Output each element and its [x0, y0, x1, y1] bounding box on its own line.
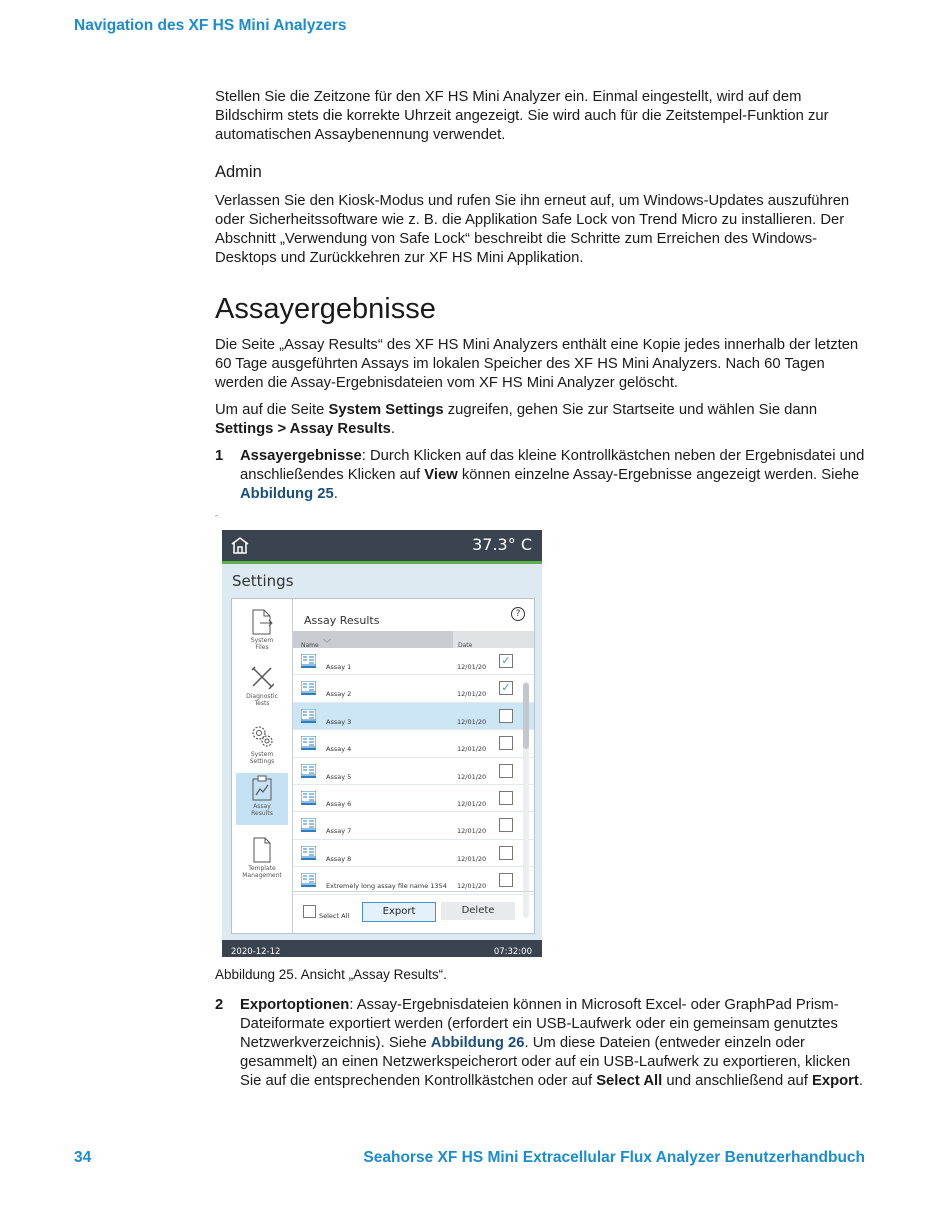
- text-run: Um auf die Seite: [215, 402, 329, 418]
- row-checkbox[interactable]: [499, 764, 513, 778]
- intro-paragraph: Stellen Sie die Zeitzone für den XF HS Mini Analyzer ein. Einmal eingestellt, wird auf dem Bildschirm stets die korrekte Uhrzeit angezeigt. Sie wird auch für die Zeitstempel-Funktion zur automatischen Assaybenennung verwendet.: [215, 89, 829, 143]
- assay-name: Assay 1: [326, 663, 352, 671]
- figure-caption: Abbildung 25. Ansicht „Assay Results“.: [215, 967, 447, 982]
- body-column: [215, 88, 865, 1099]
- gears-icon: [250, 723, 274, 749]
- list-term: Exportoptionen: [240, 997, 350, 1013]
- assay-file-icon: [301, 873, 316, 887]
- results-actions: [293, 891, 534, 934]
- text-run: können einzelne Assay-Ergebnisse angezeigt werden. Siehe: [457, 467, 860, 483]
- assay-date: 12/01/20: [457, 690, 487, 699]
- figure-link[interactable]: Abbildung 26: [430, 1035, 525, 1051]
- ui-term: System Settings: [328, 402, 444, 418]
- assay-date: 12/01/20: [457, 799, 487, 808]
- file-export-icon: [250, 609, 274, 635]
- text-run: .: [858, 1073, 863, 1089]
- figure-link[interactable]: Abbildung 25: [240, 486, 334, 502]
- document-icon: [250, 837, 274, 863]
- ui-term: Settings > Assay Results: [215, 421, 391, 437]
- list-item: [215, 996, 865, 1091]
- table-row[interactable]: [293, 758, 534, 785]
- row-checkbox[interactable]: [499, 846, 513, 860]
- scrollbar-thumb[interactable]: [523, 683, 529, 749]
- assay-date: 12/01/20: [457, 772, 487, 781]
- select-all-checkbox[interactable]: [303, 905, 316, 918]
- delete-button[interactable]: Delete: [441, 902, 515, 920]
- name-column-label: Name: [301, 642, 319, 649]
- sidebar-label: Assay: [253, 803, 271, 810]
- name-column-header[interactable]: [293, 631, 453, 648]
- assay-name: Extremely long assay file name 1354: [326, 882, 447, 891]
- table-row[interactable]: [293, 675, 534, 702]
- ui-term: Export: [811, 1073, 859, 1089]
- assay-name: Assay 6: [326, 799, 352, 808]
- row-checkbox[interactable]: [499, 873, 513, 887]
- settings-panel: [231, 598, 535, 934]
- assay-name: Assay 3: [326, 717, 352, 726]
- sidebar-item-system-settings[interactable]: [236, 721, 288, 765]
- text-run: .: [333, 486, 338, 502]
- row-checkbox[interactable]: ✓: [499, 681, 513, 695]
- assay-name: Assay 5: [326, 772, 352, 781]
- ui-term: View: [424, 467, 458, 483]
- assay-date: 12/01/20: [457, 882, 487, 891]
- text-run: .: [390, 421, 395, 437]
- text-run: : Durch Klicken auf das kleine Kontrollkästchen neben der Ergebnisdatei und anschließendes Klicken auf: [240, 448, 865, 483]
- row-checkbox[interactable]: [499, 709, 513, 723]
- select-all-label[interactable]: Select All: [319, 912, 350, 920]
- assay-date: 12/01/20: [457, 827, 487, 836]
- table-row[interactable]: [293, 840, 534, 867]
- admin-heading: Admin: [215, 163, 262, 181]
- table-row[interactable]: [293, 703, 534, 730]
- table-header: [293, 631, 534, 648]
- admin-paragraph: Verlassen Sie den Kiosk-Modus und rufen Sie ihn erneut auf, um Windows-Updates auszuführen oder Sicherheitssoftware wie z. B. die Applikation Safe Lock von Trend Micro zu installieren. Der Abschnitt „Verwendung von Safe Lock“ beschreibt die Schritte zum Erreichen des Windows-Desktops und Zurückkehren zur XF HS Mini Applikation.: [215, 193, 850, 266]
- section-paragraph-2: [215, 401, 865, 439]
- assay-file-icon: [301, 709, 316, 723]
- assay-file-icon: [301, 846, 316, 860]
- table-row[interactable]: [293, 812, 534, 839]
- settings-sidebar: [232, 599, 293, 933]
- assay-file-icon: [301, 818, 316, 832]
- assay-date: 12/01/20: [457, 854, 487, 863]
- sidebar-label: Management: [242, 872, 282, 879]
- assay-file-icon: [301, 764, 316, 778]
- sidebar-label: Results: [251, 810, 273, 817]
- assay-date: 12/01/20: [457, 717, 487, 726]
- assay-name: Assay 2: [326, 690, 352, 699]
- settings-title: Settings: [232, 572, 294, 590]
- temperature-readout: 37.3° C: [472, 535, 532, 554]
- row-checkbox[interactable]: [499, 818, 513, 832]
- device-screenshot: [222, 530, 542, 957]
- ui-term: Select All: [596, 1073, 663, 1089]
- export-button[interactable]: Export: [362, 902, 436, 922]
- home-icon[interactable]: [230, 536, 250, 554]
- assay-results-pane: [293, 599, 534, 933]
- assay-file-icon: [301, 736, 316, 750]
- date-column-label[interactable]: Date: [458, 642, 473, 649]
- table-row[interactable]: [293, 730, 534, 757]
- row-checkbox[interactable]: [499, 791, 513, 805]
- sidebar-label: Diagnostic: [246, 693, 278, 700]
- text-run: . Um diese Dateien (entweder einzeln oder gesammelt) an einen Netzwerkspeicherort oder auf ein USB-Laufwerk zu exportieren, klicken Sie auf die entsprechenden Kontrollkästchen oder auf: [240, 1035, 851, 1089]
- assay-name: Assay 7: [326, 827, 352, 836]
- row-checkbox[interactable]: [499, 736, 513, 750]
- page-number: 34: [74, 1149, 92, 1166]
- assay-file-icon: [301, 791, 316, 805]
- sidebar-item-assay-results[interactable]: [236, 773, 288, 825]
- running-head: Navigation des XF HS Mini Analyzers: [74, 17, 347, 34]
- assay-file-icon: [301, 681, 316, 695]
- sidebar-label: System: [250, 751, 274, 758]
- row-checkbox[interactable]: ✓: [499, 654, 513, 668]
- list-number: 2: [215, 997, 224, 1013]
- assay-date: 12/01/20: [457, 745, 487, 754]
- device-status-bar: [222, 940, 542, 957]
- list-item: [215, 447, 865, 504]
- text-run: zugreifen, gehen Sie zur Startseite und wählen Sie dann: [443, 402, 818, 418]
- text-run: und anschließend auf: [662, 1073, 812, 1089]
- chevron-down-icon: ﹀: [323, 639, 331, 648]
- sidebar-label: System: [250, 637, 274, 644]
- assay-file-icon: [301, 654, 316, 668]
- sidebar-label: Files: [255, 644, 269, 651]
- assay-date: 12/01/20: [457, 663, 487, 671]
- footer-title: Seahorse XF HS Mini Extracellular Flux Analyzer Benutzerhandbuch: [363, 1149, 865, 1166]
- sidebar-label: Settings: [249, 758, 275, 765]
- list-number: 1: [215, 448, 224, 464]
- sidebar-item-system-files[interactable]: [236, 607, 288, 651]
- text-run: : Assay-Ergebnisdateien können in Microsoft Excel- oder GraphPad Prism-Dateiformate exportiert werden (erfordert ein USB-Laufwerk oder ein gemeinsam genutztes Netzwerkverzeichnis). Siehe: [240, 997, 839, 1051]
- list-term: Assayergebnisse: [240, 448, 362, 464]
- assay-name: Assay 8: [326, 854, 352, 863]
- scrollbar[interactable]: [523, 681, 529, 918]
- tools-icon: [250, 665, 274, 691]
- table-row[interactable]: [293, 785, 534, 812]
- results-list: [293, 648, 534, 895]
- assay-results-title: Assay Results: [304, 614, 380, 627]
- sidebar-label: Tests: [254, 700, 270, 707]
- status-date: 2020-12-12: [231, 947, 281, 957]
- table-row[interactable]: [293, 648, 534, 675]
- device-top-bar: [222, 530, 542, 564]
- section-heading: Assayergebnisse: [215, 293, 436, 325]
- clipboard-chart-icon: [250, 775, 274, 801]
- anchor-mark: -: [215, 511, 218, 520]
- assay-name: Assay 4: [326, 745, 352, 754]
- status-time: 07:32:00: [493, 947, 532, 957]
- sidebar-label: Template: [248, 865, 276, 872]
- sidebar-item-diagnostic-tests[interactable]: [236, 663, 288, 707]
- help-icon[interactable]: ?: [511, 607, 525, 621]
- sidebar-item-template-management[interactable]: [236, 835, 288, 879]
- section-paragraph-1: Die Seite „Assay Results“ des XF HS Mini Analyzers enthält eine Kopie jedes innerhalb der letzten 60 Tage ausgeführten Assays im lokalen Speicher des XF HS Mini Analyzers. Nach 60 Tagen werden die Assay-Ergebnisdateien vom XF HS Mini Analyzer gelöscht.: [215, 337, 859, 391]
